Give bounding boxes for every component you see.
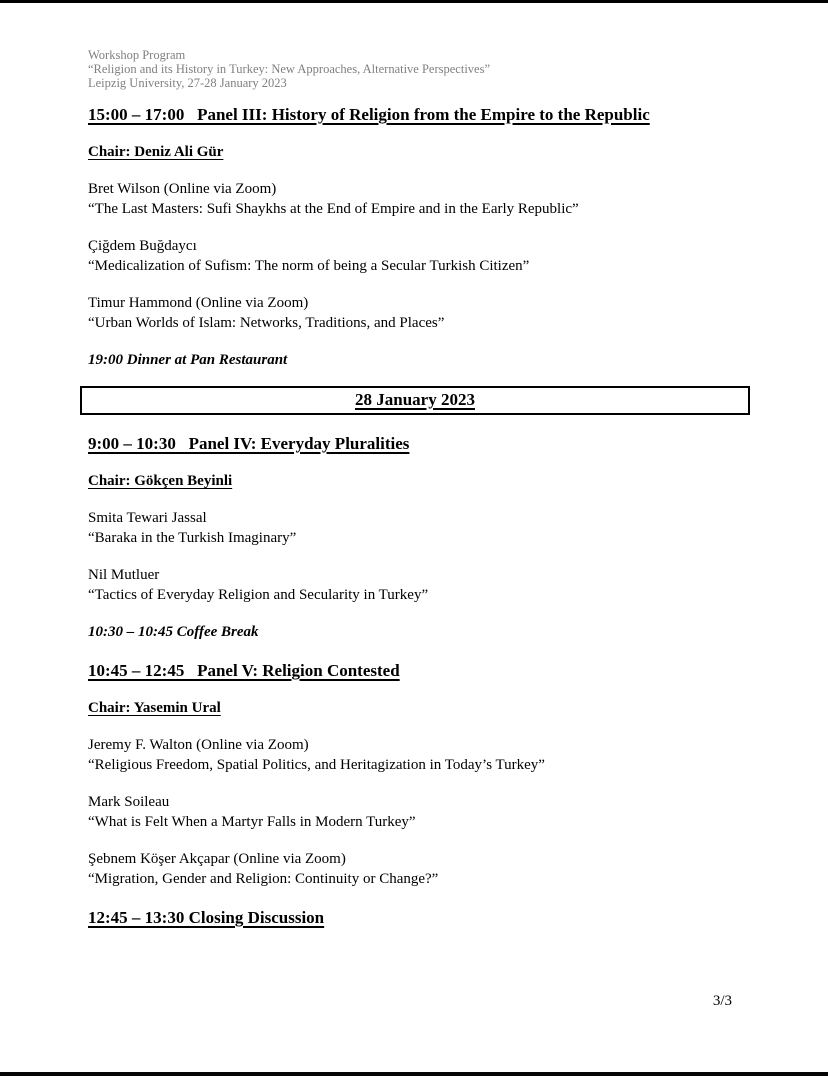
talk-speaker: Şebnem Köşer Akçapar (Online via Zoom) bbox=[88, 851, 346, 867]
header-line-program: Workshop Program bbox=[88, 48, 186, 62]
bottom-edge-bar bbox=[0, 1072, 828, 1076]
panel3-heading: 15:00 – 17:00 Panel III: History of Religion from the Empire to the Republic bbox=[88, 105, 650, 124]
talk-title: “Tactics of Everyday Religion and Secularity in Turkey” bbox=[88, 587, 429, 603]
talk-item bbox=[88, 236, 745, 276]
header-line-venue-date: Leipzig University, 27-28 January 2023 bbox=[88, 76, 287, 90]
panel3-chair: Chair: Deniz Ali Gür bbox=[88, 144, 224, 160]
talk-item bbox=[88, 792, 745, 832]
closing-discussion-heading: 12:45 – 13:30 Closing Discussion bbox=[88, 908, 325, 927]
talk-title: “Migration, Gender and Religion: Continuity or Change?” bbox=[88, 871, 439, 887]
panel5-chair: Chair: Yasemin Ural bbox=[88, 700, 221, 716]
top-edge-line bbox=[0, 0, 828, 3]
document-header bbox=[88, 48, 745, 90]
page-number: 3/3 bbox=[712, 993, 732, 1009]
header-line-workshop-title: “Religion and its History in Turkey: New Approaches, Alternative Perspectives” bbox=[88, 62, 491, 76]
day-banner-box bbox=[80, 386, 750, 415]
talk-item bbox=[88, 179, 745, 219]
talk-title: “The Last Masters: Sufi Shaykhs at the End of Empire and in the Early Republic” bbox=[88, 201, 579, 217]
panel4-heading: 9:00 – 10:30 Panel IV: Everyday Pluralities bbox=[88, 434, 410, 453]
talk-title: “Religious Freedom, Spatial Politics, and Heritagization in Today’s Turkey” bbox=[88, 757, 545, 773]
dinner-note: 19:00 Dinner at Pan Restaurant bbox=[88, 352, 288, 368]
talk-speaker: Nil Mutluer bbox=[88, 567, 160, 583]
talk-title: “Medicalization of Sufism: The norm of being a Secular Turkish Citizen” bbox=[88, 258, 530, 274]
talk-title: “Baraka in the Turkish Imaginary” bbox=[88, 530, 297, 546]
panel4-chair: Chair: Gökçen Beyinli bbox=[88, 473, 233, 489]
talk-speaker: Çiğdem Buğdaycı bbox=[88, 238, 197, 254]
talk-item bbox=[88, 508, 745, 548]
talk-speaker: Smita Tewari Jassal bbox=[88, 510, 207, 526]
talk-speaker: Bret Wilson (Online via Zoom) bbox=[88, 181, 277, 197]
talk-speaker: Mark Soileau bbox=[88, 794, 170, 810]
talk-title: “What is Felt When a Martyr Falls in Modern Turkey” bbox=[88, 814, 416, 830]
talk-speaker: Jeremy F. Walton (Online via Zoom) bbox=[88, 737, 309, 753]
talk-item bbox=[88, 849, 745, 889]
talk-title: “Urban Worlds of Islam: Networks, Traditions, and Places” bbox=[88, 315, 445, 331]
panel5-heading: 10:45 – 12:45 Panel V: Religion Contested bbox=[88, 661, 400, 680]
page-content bbox=[88, 48, 745, 927]
talk-speaker: Timur Hammond (Online via Zoom) bbox=[88, 295, 309, 311]
talk-item bbox=[88, 735, 745, 775]
day-banner-date: 28 January 2023 bbox=[355, 390, 475, 409]
talk-item bbox=[88, 565, 745, 605]
talk-item bbox=[88, 293, 745, 333]
coffee-break-note: 10:30 – 10:45 Coffee Break bbox=[88, 624, 259, 640]
